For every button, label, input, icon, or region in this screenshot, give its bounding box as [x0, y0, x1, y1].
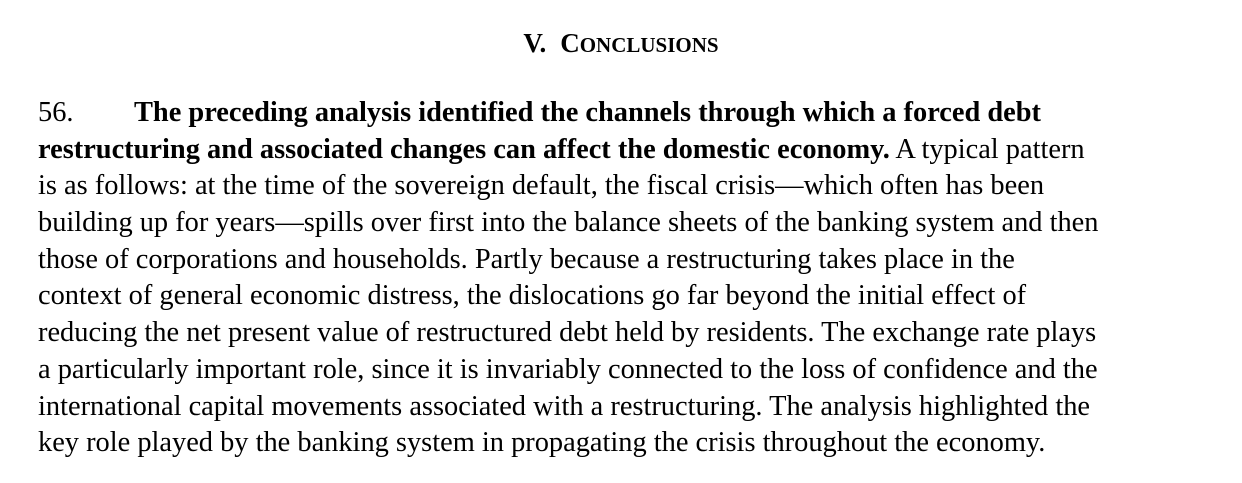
- paragraph-lead-bold: The preceding analysis identified the channels through which a forced debt: [134, 97, 1042, 128]
- section-title-initial: C: [560, 28, 580, 58]
- paragraph-56: [38, 95, 1238, 462]
- section-heading: [0, 27, 1242, 61]
- paragraph-line: is as follows: at the time of the sovereign default, the fiscal crisis—which often has been: [38, 170, 1045, 202]
- section-numeral: V.: [523, 28, 547, 58]
- paragraph-line: a particularly important role, since it is invariably connected to the loss of confidence and the: [38, 353, 1098, 385]
- paragraph-line: [38, 132, 1238, 169]
- paragraph-lead-bold: restructuring and associated changes can affect the domestic economy.: [38, 133, 890, 165]
- paragraph-line: building up for years—spills over first into the balance sheets of the banking system and then: [38, 207, 1099, 239]
- paragraph-line: context of general economic distress, the dislocations go far beyond the initial effect of: [38, 280, 1027, 312]
- paragraph-line: those of corporations and households. Partly because a restructuring takes place in the: [38, 243, 1015, 275]
- paragraph-line: international capital movements associated with a restructuring. The analysis highlighted the: [38, 390, 1091, 422]
- paragraph-line: reducing the net present value of restructured debt held by residents. The exchange rate plays: [38, 317, 1097, 349]
- paragraph-line: key role played by the banking system in propagating the crisis throughout the economy.: [38, 427, 1046, 459]
- paragraph-number: 56.: [38, 97, 74, 128]
- paragraph-text: A typical pattern: [889, 133, 1085, 165]
- paragraph-line: [38, 95, 1238, 132]
- section-title-rest: ONCLUSIONS: [579, 33, 719, 57]
